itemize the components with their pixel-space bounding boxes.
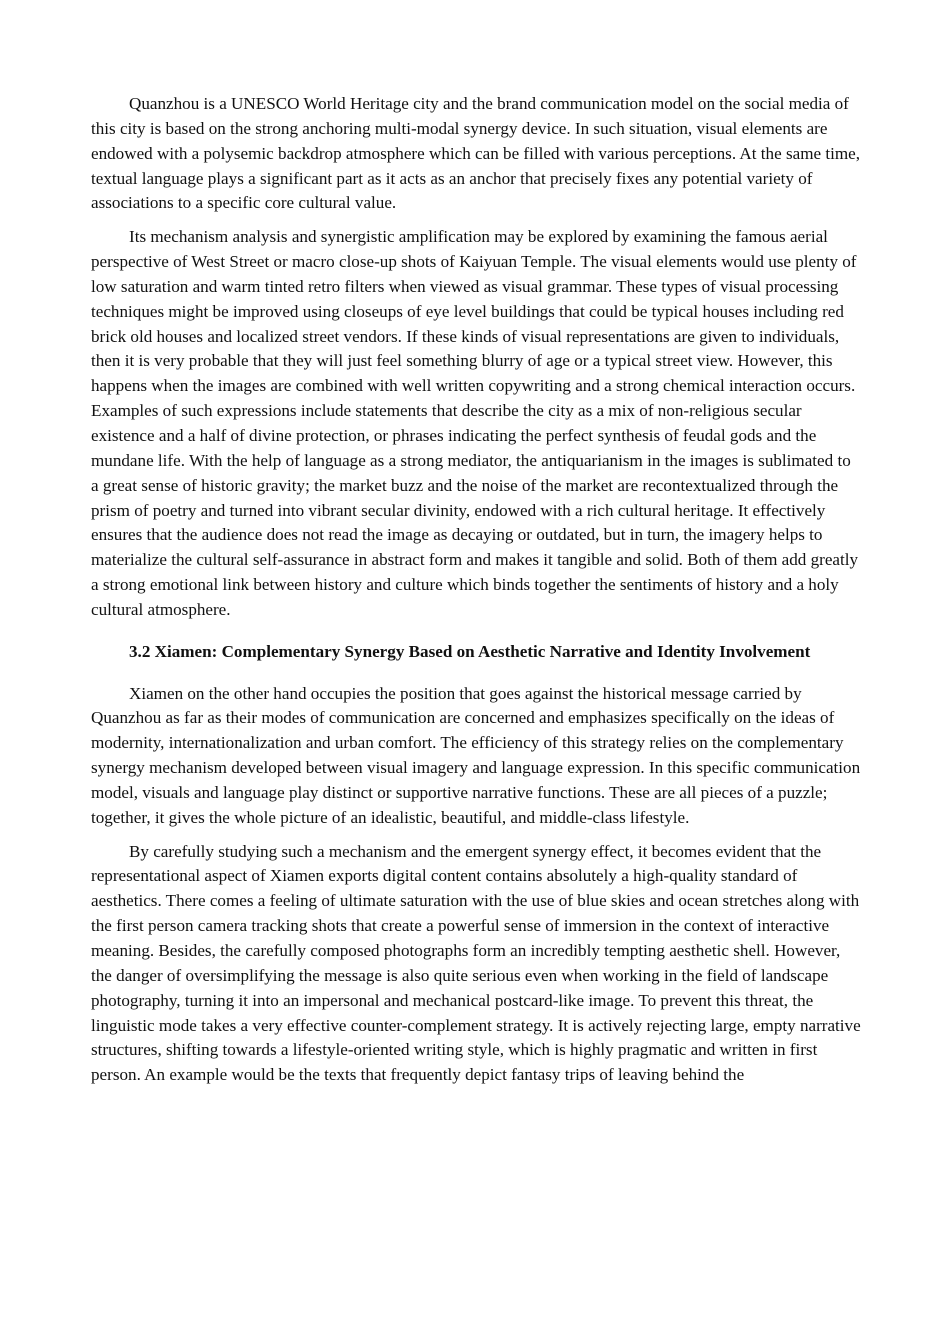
body-paragraph-quanzhou-intro: Quanzhou is a UNESCO World Heritage city and the brand communication model on the social media of this city is based on the strong anchoring multi-modal synergy device. In such situation, visual elements are endowed with a polysemic backdrop atmosphere which can be filled with various perceptions. At the same time, textual language plays a significant part as it acts as an anchor that precisely fixes any potential variety of associations to a specific core cultural value. [91,94,861,213]
body-paragraph-xiamen-intro: Xiamen on the other hand occupies the position that goes against the historical message carried by Quanzhou as far as their modes of communication are concerned and emphasizes specifically on the ideas of modernity, internationalization and urban comfort. The efficiency of this strategy relies on the complementary synergy mechanism developed between visual imagery and language expression. In this specific communication model, visuals and language play distinct or supportive narrative functions. These are all pieces of a puzzle; together, it gives the whole picture of an idealistic, beautiful, and middle-class lifestyle. [91,683,861,827]
document-page [91,92,861,1097]
body-paragraph-xiamen-mechanism: By carefully studying such a mechanism and the emergent synergy effect, it becomes evident that the representational aspect of Xiamen exports digital content contains absolutely a high-quality standard of aesthetics. There comes a feeling of ultimate saturation with the use of blue skies and ocean stretches along with the first person camera tracking shots that create a powerful sense of immersion in the context of interactive meaning. Besides, the carefully composed photographs form an incredibly tempting aesthetic shell. However, the danger of oversimplifying the message is also quite serious even when working in the field of landscape photography, turning it into an impersonal and mechanical postcard-like image. To prevent this threat, the linguistic mode takes a very effective counter-complement strategy. It is actively rejecting large, empty narrative structures, shifting towards a lifestyle-oriented writing style, which is highly pragmatic and written in first person. An example would be the texts that frequently depict fantasy trips of leaving behind the [91,841,861,1085]
section-heading-3-2: 3.2 Xiamen: Complementary Synergy Based on Aesthetic Narrative and Identity Involvement [129,641,811,661]
body-paragraph-quanzhou-mechanism: Its mechanism analysis and synergistic amplification may be explored by examining the famous aerial perspective of West Street or macro close-up shots of Kaiyuan Temple. The visual elements would use plenty of low saturation and warm tinted retro filters when viewed as visual grammar. These types of visual processing techniques might be improved using closeups of eye level buildings that could be typical houses including red brick old houses and localized street vendors. If these kinds of visual representations are given to individuals, then it is very probable that they will just feel something blurry of age or a typical street view. However, this happens when the images are combined with well written copywriting and a strong chemical interaction occurs. Examples of such expressions include statements that describe the city as a mix of non-religious secular existence and a half of divine protection, or phrases indicating the perfect synthesis of feudal gods and the mundane life. With the help of language as a strong mediator, the antiquarianism in the images is sublimated to a great sense of historic gravity; the market buzz and the noise of the market are recontextualized through the prism of poetry and turned into vibrant secular divinity, endowed with a rich cultural heritage. It effectively ensures that the audience does not read the image as decaying or outdated, but in turn, the imagery helps to materialize the cultural self-assurance in abstract form and makes it tangible and solid. Both of them add greatly a strong emotional link between history and culture which binds together the sentiments of history and a holy cultural atmosphere. [91,227,859,619]
